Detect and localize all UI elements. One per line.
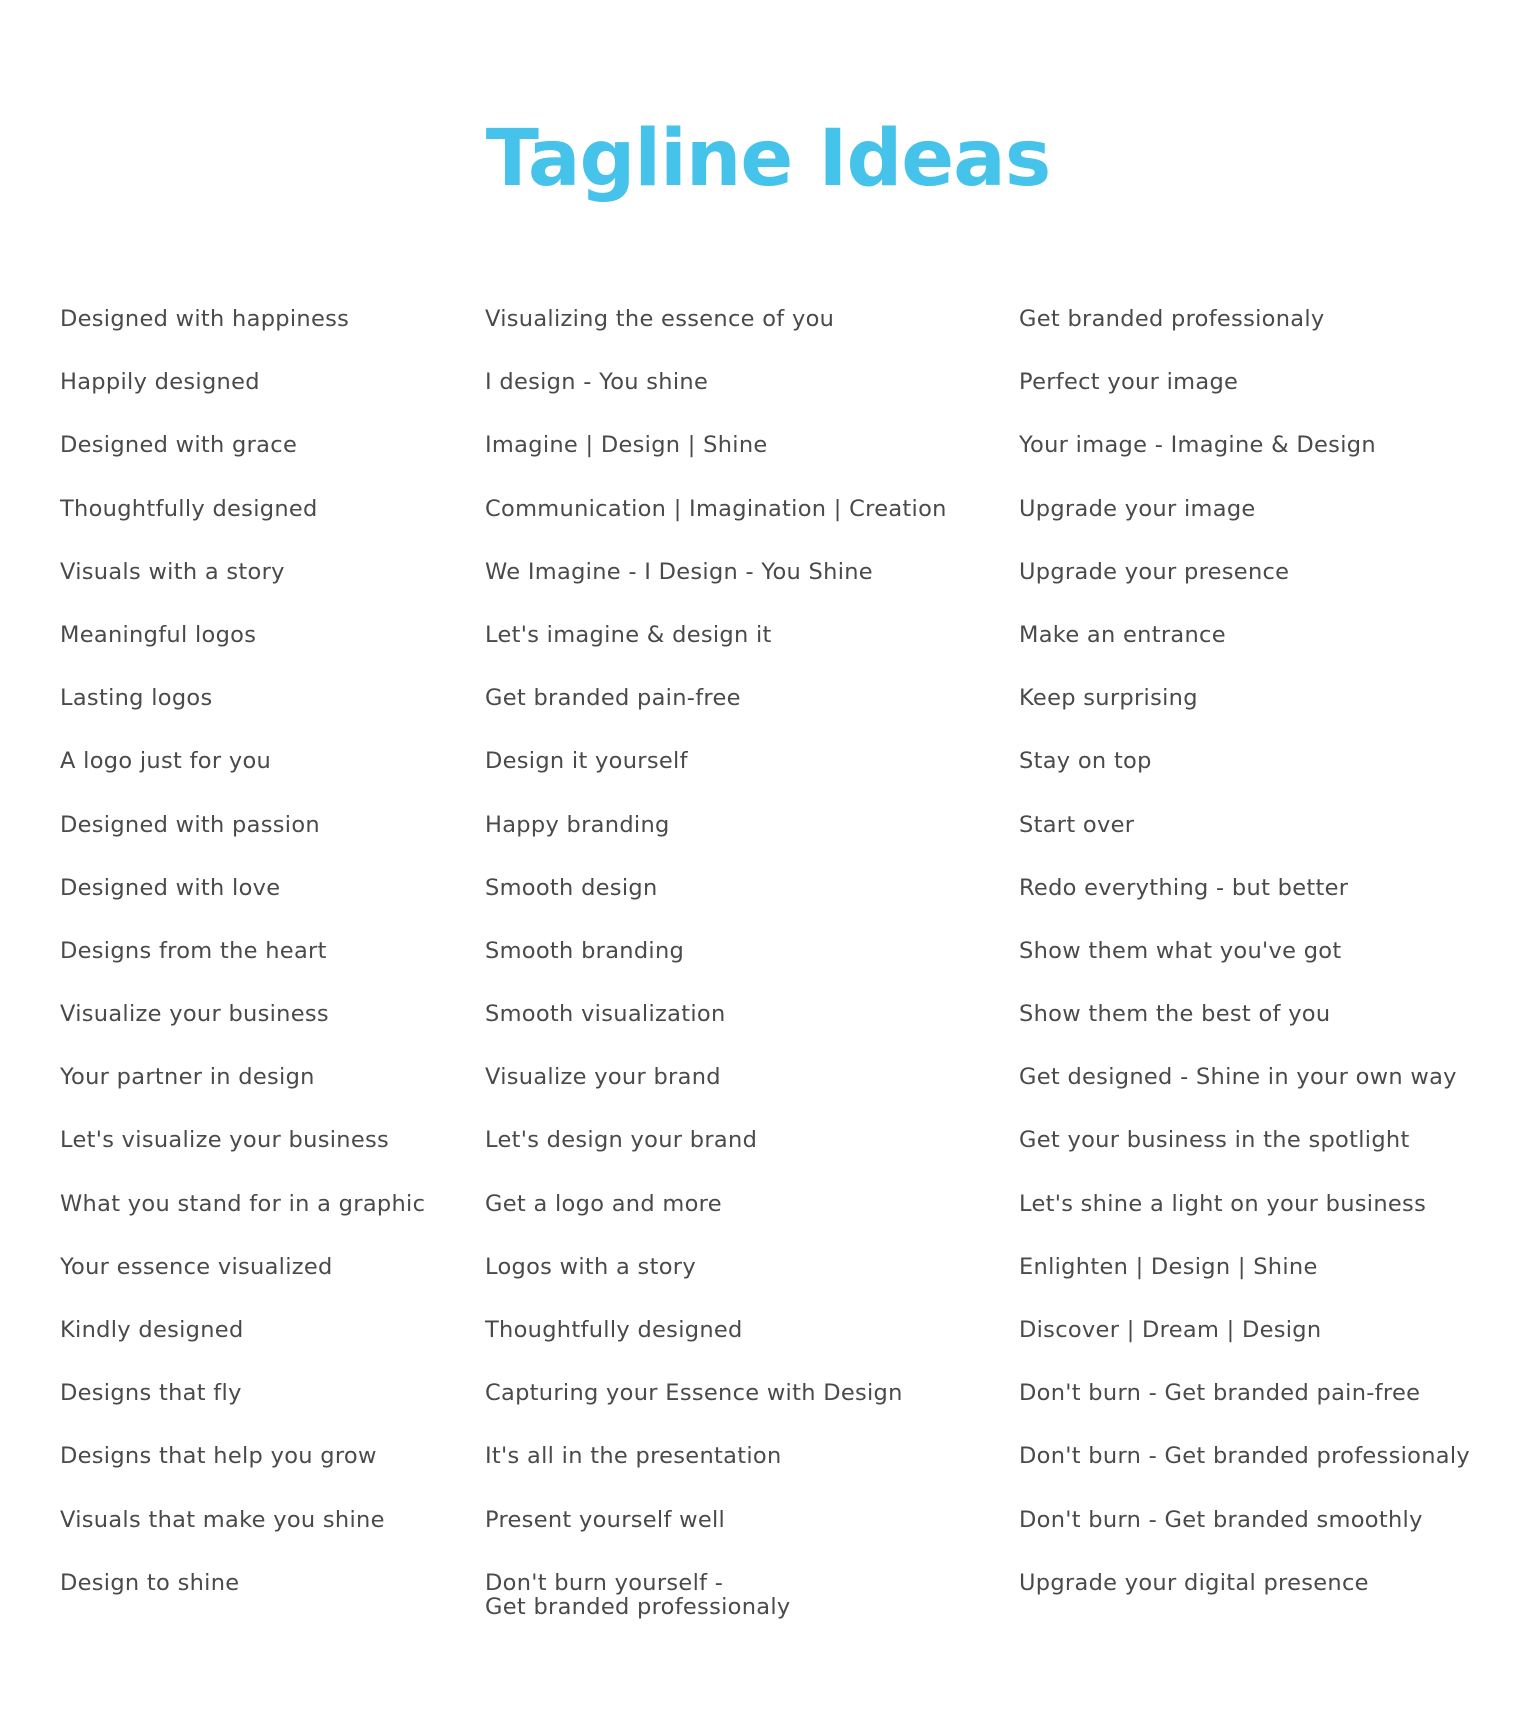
tagline-item: Don't burn yourself - Get branded professionaly: [485, 1569, 791, 1620]
tagline-item: Don't burn - Get branded professionaly: [1019, 1443, 1471, 1470]
tagline-item: Happy branding: [485, 811, 670, 838]
tagline-item: Let's visualize your business: [60, 1127, 390, 1154]
tagline-item: Smooth visualization: [485, 1001, 726, 1028]
tagline-item: Show them what you've got: [1019, 937, 1342, 964]
tagline-item: Discover | Dream | Design: [1019, 1317, 1322, 1343]
tagline-item: Design to shine: [60, 1569, 240, 1596]
tagline-item: What you stand for in a graphic: [60, 1190, 426, 1217]
tagline-item: Happily designed: [60, 369, 260, 396]
tagline-item: Meaningful logos: [60, 621, 257, 648]
tagline-item: Keep surprising: [1019, 685, 1198, 712]
tagline-item: Designed with love: [60, 874, 281, 901]
tagline-item: Start over: [1019, 811, 1135, 838]
tagline-item: Designs that help you grow: [60, 1443, 377, 1470]
tagline-item: Your partner in design: [60, 1064, 315, 1091]
tagline-item: Lasting logos: [60, 685, 213, 712]
tagline-item: Get branded pain-free: [485, 685, 741, 712]
tagline-item: Redo everything - but better: [1019, 874, 1349, 901]
tagline-column-3: [1019, 307, 1470, 1634]
tagline-item: Smooth branding: [485, 937, 685, 964]
tagline-item: Designed with passion: [60, 811, 320, 838]
tagline-item: Get branded professionaly: [1019, 306, 1325, 332]
tagline-item: Don't burn - Get branded smoothly: [1019, 1506, 1423, 1533]
tagline-item: Designs from the heart: [60, 937, 327, 964]
tagline-item: Show them the best of you: [1019, 1001, 1331, 1028]
tagline-item: Imagine | Design | Shine: [485, 432, 768, 459]
tagline-item: I design - You shine: [485, 369, 709, 396]
tagline-item: Let's shine a light on your business: [1019, 1190, 1427, 1217]
tagline-item: Enlighten | Design | Shine: [1019, 1253, 1318, 1280]
tagline-item: Make an entrance: [1019, 621, 1226, 648]
tagline-item: Your image - Imagine & Design: [1019, 432, 1376, 459]
tagline-item: Upgrade your digital presence: [1019, 1569, 1369, 1596]
tagline-item: Your essence visualized: [60, 1253, 333, 1280]
tagline-item: Thoughtfully designed: [485, 1317, 743, 1343]
tagline-item: Get designed - Shine in your own way: [1019, 1064, 1457, 1091]
tagline-item: Upgrade your presence: [1019, 558, 1290, 585]
tagline-item: Designs that fly: [60, 1380, 242, 1407]
tagline-item: We Imagine - I Design - You Shine: [485, 558, 873, 585]
tagline-item: Visualize your business: [60, 1001, 329, 1028]
tagline-item: Thoughtfully designed: [60, 495, 318, 522]
tagline-column-1: [60, 307, 425, 1634]
tagline-item: Designed with grace: [60, 432, 298, 459]
tagline-item: It's all in the presentation: [485, 1443, 782, 1470]
tagline-item: Upgrade your image: [1019, 495, 1256, 522]
tagline-item: Stay on top: [1019, 748, 1152, 775]
tagline-item: Design it yourself: [485, 748, 688, 775]
tagline-item: Let's design your brand: [485, 1127, 758, 1154]
tagline-item: Smooth design: [485, 874, 658, 901]
tagline-item: Visuals with a story: [60, 558, 285, 585]
tagline-item: Let's imagine & design it: [485, 621, 772, 648]
tagline-item: Kindly designed: [60, 1317, 244, 1343]
tagline-item: Visualizing the essence of you: [485, 306, 835, 332]
tagline-column-2: [485, 307, 947, 1634]
tagline-item: Don't burn - Get branded pain-free: [1019, 1380, 1421, 1407]
tagline-item: Visuals that make you shine: [60, 1506, 385, 1533]
tagline-item: Capturing your Essence with Design: [485, 1380, 903, 1407]
tagline-item: Get a logo and more: [485, 1190, 722, 1217]
tagline-item: Get your business in the spotlight: [1019, 1127, 1410, 1154]
tagline-item: Communication | Imagination | Creation: [485, 495, 947, 522]
tagline-item: Present yourself well: [485, 1506, 726, 1533]
tagline-item: Visualize your brand: [485, 1064, 721, 1091]
page-title: Tagline Ideas: [485, 114, 1051, 204]
tagline-item: Logos with a story: [485, 1253, 696, 1280]
tagline-item: Perfect your image: [1019, 369, 1239, 396]
tagline-item: Designed with happiness: [60, 306, 350, 332]
tagline-item: A logo just for you: [60, 748, 272, 775]
